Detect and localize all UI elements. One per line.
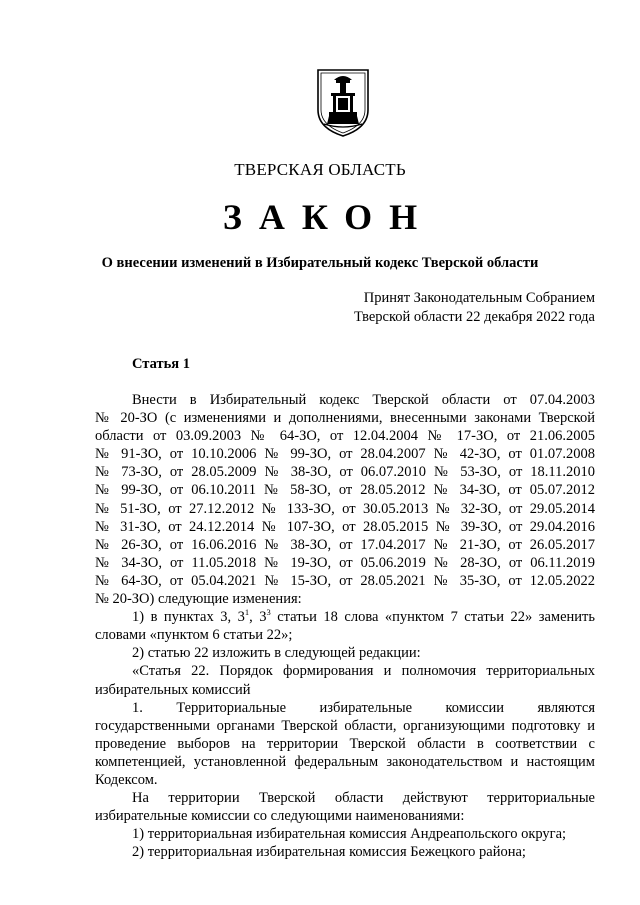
- text-line: № 26-ЗО, от 16.06.2016 № 38-ЗО, от 17.04.2017 № 21-ЗО, от 26.05.2017: [95, 536, 595, 553]
- text-line: избирательных комиссий: [95, 681, 251, 698]
- tver-coat-of-arms-emblem: [314, 66, 372, 138]
- paragraph-2-first-line: На территории Тверской области действуют территориальные: [132, 790, 595, 807]
- text-line: № 34-ЗО, от 11.05.2018 № 19-ЗО, от 05.06.2019 № 28-ЗО, от 06.11.2019: [95, 554, 595, 571]
- text-line: области от 03.09.2003 № 64-ЗО, от 12.04.2004 № 17-ЗО, от 21.06.2005: [95, 428, 595, 445]
- text-line: избирательные комиссии со следующими наименованиями:: [95, 808, 465, 825]
- law-subject: О внесении изменений в Избирательный кодекс Тверской области: [101, 255, 539, 271]
- text-line: Кодексом.: [95, 771, 158, 788]
- article-title: Статья 1: [132, 356, 190, 372]
- text-line: № 20-ЗО) следующие изменения:: [95, 591, 302, 608]
- adoption-line-2: Тверской области 22 декабря 2022 года: [353, 309, 595, 325]
- quoted-article-title: «Статья 22. Порядок формирования и полномочия территориальных: [132, 663, 595, 680]
- text-line: государственными органами Тверской области, организующими подготовку и: [95, 717, 595, 734]
- document-type-title: ЗАКОН: [222, 197, 435, 237]
- article-body: [95, 391, 595, 861]
- text-line: № 51-ЗО, от 27.12.2012 № 133-ЗО, от 30.05.2013 № 32-ЗО, от 29.05.2014: [95, 500, 595, 517]
- text-line: № 31-ЗО, от 24.12.2014 № 107-ЗО, от 28.05.2015 № 39-ЗО, от 29.04.2016: [95, 518, 595, 535]
- list-item-1-line: 1) в пунктах 3, $3^1$, $3^3$ статьи 18 слова «пунктом 7 статьи 22» заменить: [132, 607, 596, 626]
- region-name: ТВЕРСКАЯ ОБЛАСТЬ: [234, 160, 406, 179]
- adoption-info: [275, 289, 595, 327]
- text-line: словами «пунктом 6 статьи 22»;: [95, 627, 293, 644]
- text-line: № 20-ЗО (с изменениями и дополнениями, внесенными законами Тверской: [95, 410, 595, 427]
- text-line: № 99-ЗО, от 06.10.2011 № 58-ЗО, от 28.05.2012 № 34-ЗО, от 05.07.2012: [95, 482, 595, 499]
- list-item: 1) территориальная избирательная комиссия Андреапольского округа;: [132, 826, 567, 843]
- text-line: № 73-ЗО, от 28.05.2009 № 38-ЗО, от 06.07.2010 № 53-ЗО, от 18.11.2010: [95, 464, 595, 481]
- text-line: проведение выборов на территории Тверской области в соответствии с: [95, 735, 595, 752]
- text-line: № 64-ЗО, от 05.04.2021 № 15-ЗО, от 28.05.2021 № 35-ЗО, от 12.05.2022: [95, 572, 595, 589]
- text-line: № 91-ЗО, от 10.10.2006 № 99-ЗО, от 28.04.2007 № 42-ЗО, от 01.07.2008: [95, 446, 595, 463]
- text-line: компетенцией, установленной федеральным законодательством и настоящим: [95, 753, 595, 770]
- text-line: Внести в Избирательный кодекс Тверской области от 07.04.2003: [132, 392, 595, 408]
- paragraph-1-first-line: 1. Территориальные избирательные комиссии являются: [132, 699, 595, 716]
- adoption-line-1: Принят Законодательным Собранием: [363, 290, 595, 306]
- list-item-2-line: 2) статью 22 изложить в следующей редакции:: [132, 645, 421, 662]
- list-item: 2) территориальная избирательная комиссия Бежецкого района;: [132, 844, 526, 861]
